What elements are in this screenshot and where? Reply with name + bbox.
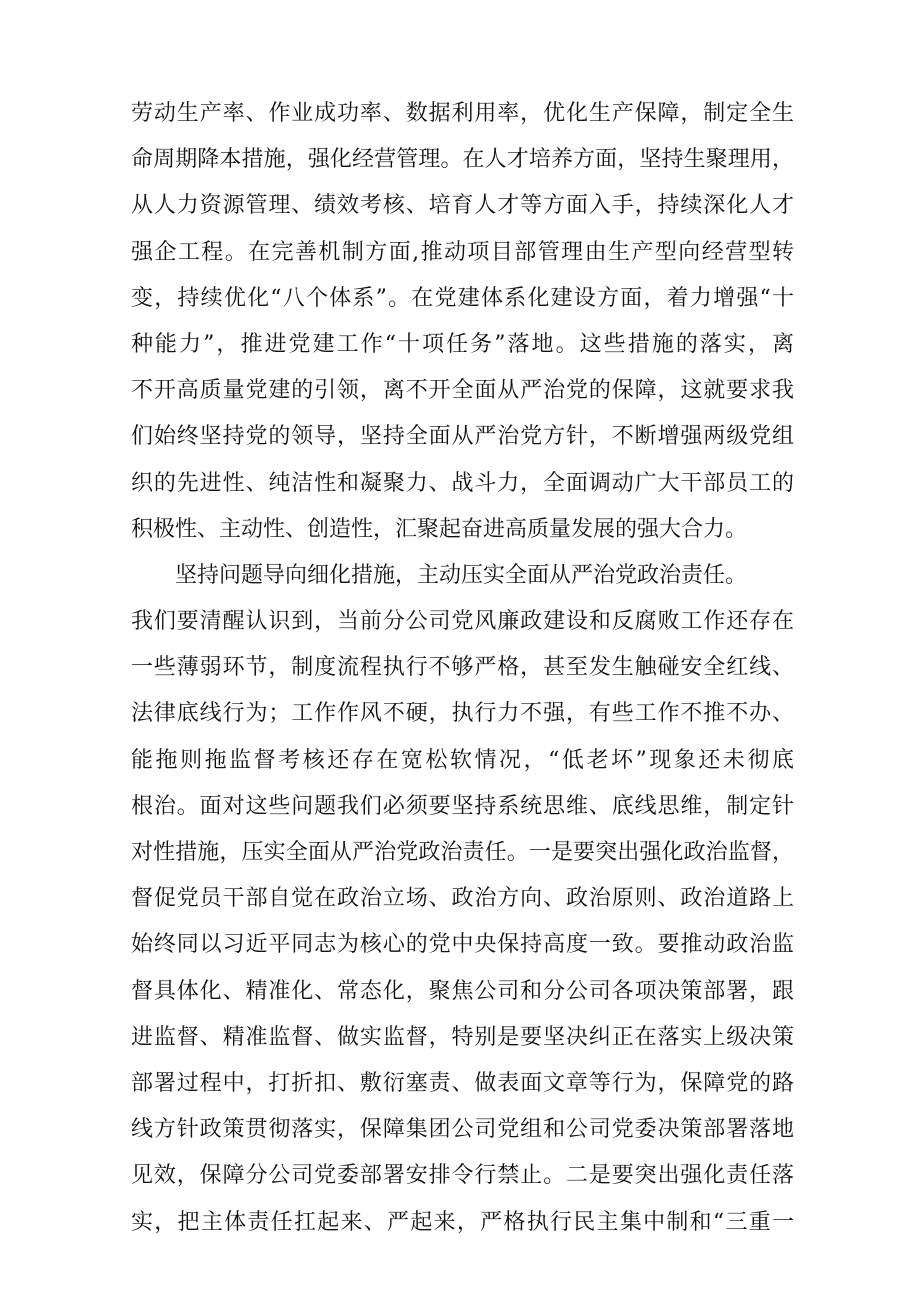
text-line: 始终同以习近平同志为核心的党中央保持高度一致。要推动政治监 [131,932,794,958]
text-line: 根治。面对这些问题我们必须要坚持系统思维、底线思维，制定针 [131,793,794,819]
text-line: 实，把主体责任扛起来、严起来，严格执行民主集中制和“三重一 [131,1209,794,1235]
paragraph [131,553,794,1246]
text-line: 能拖则拖监督考核还存在宽松软情况，“低老坏”现象还未彻底 [131,747,794,773]
text-line: 织的先进性、纯洁性和凝聚力、战斗力，全面调动广大干部员工的 [131,470,794,496]
text-line: 们始终坚持党的领导，坚持全面从严治党方针，不断增强两级党组 [131,424,794,450]
text-line: 不开高质量党建的引领，离不开全面从严治党的保障，这就要求我 [131,378,794,404]
paragraph-heading-line: 坚持问题导向细化措施，主动压实全面从严治党政治责任。 [175,562,748,588]
text-line: 一些薄弱环节，制度流程执行不够严格，甚至发生触碰安全红线、 [131,655,794,681]
document-body [131,91,794,1246]
text-line: 劳动生产率、作业成功率、数据利用率，优化生产保障，制定全生 [131,101,794,126]
text-line: 变，持续优化“八个体系”。在党建体系化建设方面，着力增强“十 [131,285,794,311]
text-line: 我们要清醒认识到，当前分公司党风廉政建设和反腐败工作还存在 [131,609,794,635]
text-line: 部署过程中，打折扣、敷衍塞责、做表面文章等行为，保障党的路 [131,1070,794,1096]
text-line: 见效，保障分公司党委部署安排令行禁止。二是要突出强化责任落 [131,1163,794,1189]
text-line: 命周期降本措施，强化经营管理。在人才培养方面，坚持生聚理用， [131,147,794,173]
text-line: 积极性、主动性、创造性，汇聚起奋进高质量发展的强大合力。 [131,516,748,542]
text-line: 强企工程。在完善机制方面,推动项目部管理由生产型向经营型转 [131,239,794,265]
text-line: 种能力”，推进党建工作“十项任务”落地。这些措施的落实，离 [131,331,794,357]
text-line: 从人力资源管理、绩效考核、培育人才等方面入手，持续深化人才 [131,193,794,219]
text-line: 进监督、精准监督、做实监督，特别是要坚决纠正在落实上级决策 [131,1024,794,1050]
text-line: 对性措施，压实全面从严治党政治责任。一是要突出强化政治监督， [131,840,794,865]
text-line: 督促党员干部自觉在政治立场、政治方向、政治原则、政治道路上 [131,886,794,912]
text-line: 法律底线行为；工作作风不硬，执行力不强，有些工作不推不办、 [131,701,794,727]
text-line: 线方针政策贯彻落实，保障集团公司党组和公司党委决策部署落地 [131,1117,794,1143]
text-line: 督具体化、精准化、常态化，聚焦公司和分公司各项决策部署，跟 [131,978,794,1004]
paragraph [131,91,794,553]
